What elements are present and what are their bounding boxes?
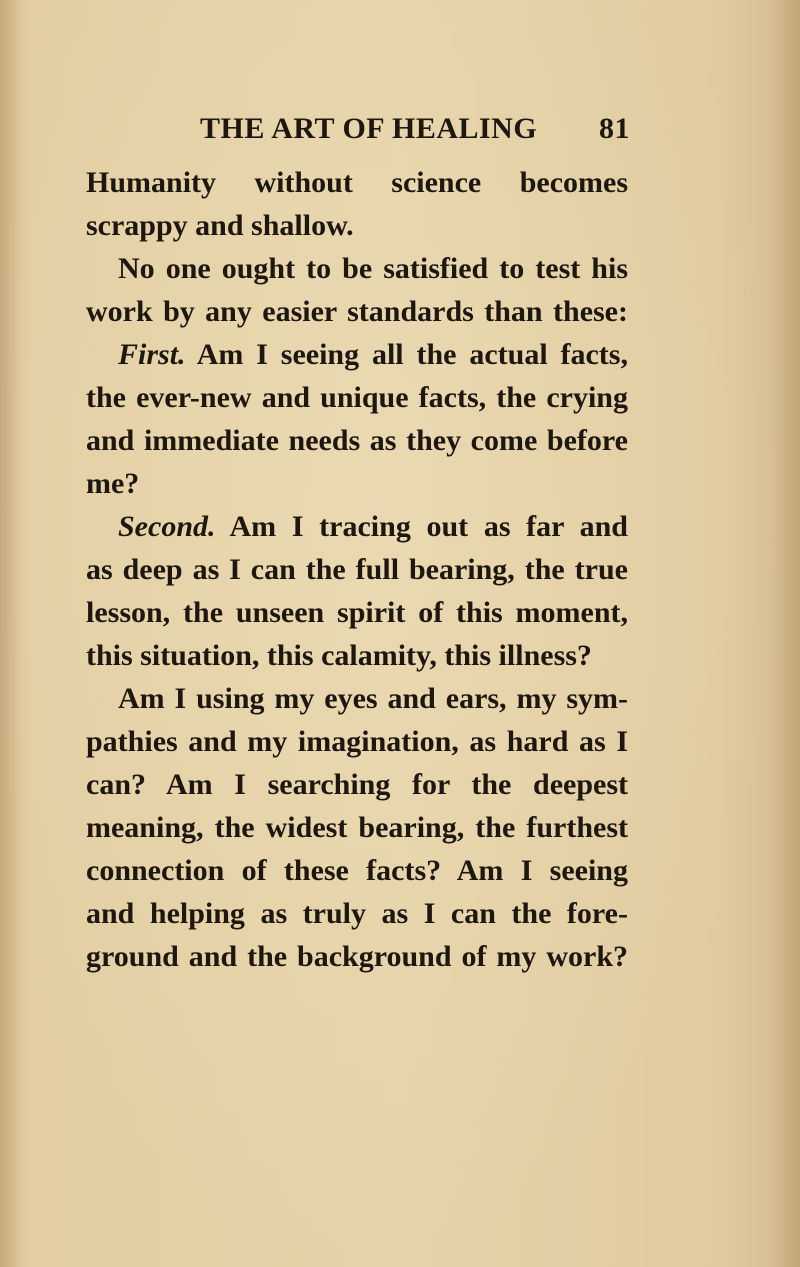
text-line: the ever-new and unique facts, the crying bbox=[86, 381, 628, 414]
text-line-rest: Am I tracing out as far and bbox=[229, 510, 628, 543]
text-line: work by any easier standards than these: bbox=[86, 295, 628, 328]
text-line: ground and the background of my work? bbox=[86, 940, 628, 973]
text-line: this situation, this calamity, this illness? bbox=[86, 639, 592, 672]
text-line: meaning, the widest bearing, the furthest bbox=[86, 811, 628, 844]
running-head bbox=[200, 112, 630, 148]
text-line: and immediate needs as they come before bbox=[86, 424, 628, 457]
text-line bbox=[86, 333, 628, 376]
text-line bbox=[86, 505, 628, 548]
text-line: scrappy and shallow. bbox=[86, 209, 354, 242]
page-number: 81 bbox=[599, 112, 630, 145]
text-line: Humanity without science becomes bbox=[86, 166, 628, 199]
running-head-title: THE ART OF HEALING bbox=[200, 112, 538, 145]
text-line: connection of these facts? Am I seeing bbox=[86, 854, 628, 887]
page-gutter-shadow bbox=[0, 0, 22, 1267]
text-line-rest: Am I seeing all the actual facts, bbox=[196, 338, 628, 371]
text-line: lesson, the unseen spirit of this moment, bbox=[86, 596, 628, 629]
page-edge-shadow bbox=[770, 0, 800, 1267]
text-line: as deep as I can the full bearing, the true bbox=[86, 553, 628, 586]
text-line: me? bbox=[86, 467, 140, 500]
text-line: can? Am I searching for the deepest bbox=[86, 768, 628, 801]
body-text bbox=[86, 161, 628, 978]
text-line: pathies and my imagination, as hard as I bbox=[86, 725, 628, 758]
section-lead-second: Second. bbox=[118, 510, 216, 543]
section-lead-first: First. bbox=[118, 338, 186, 371]
text-line: No one ought to be satisfied to test his bbox=[118, 252, 628, 285]
text-line: and helping as truly as I can the fore- bbox=[86, 897, 628, 930]
text-line: Am I using my eyes and ears, my sym- bbox=[118, 682, 628, 715]
